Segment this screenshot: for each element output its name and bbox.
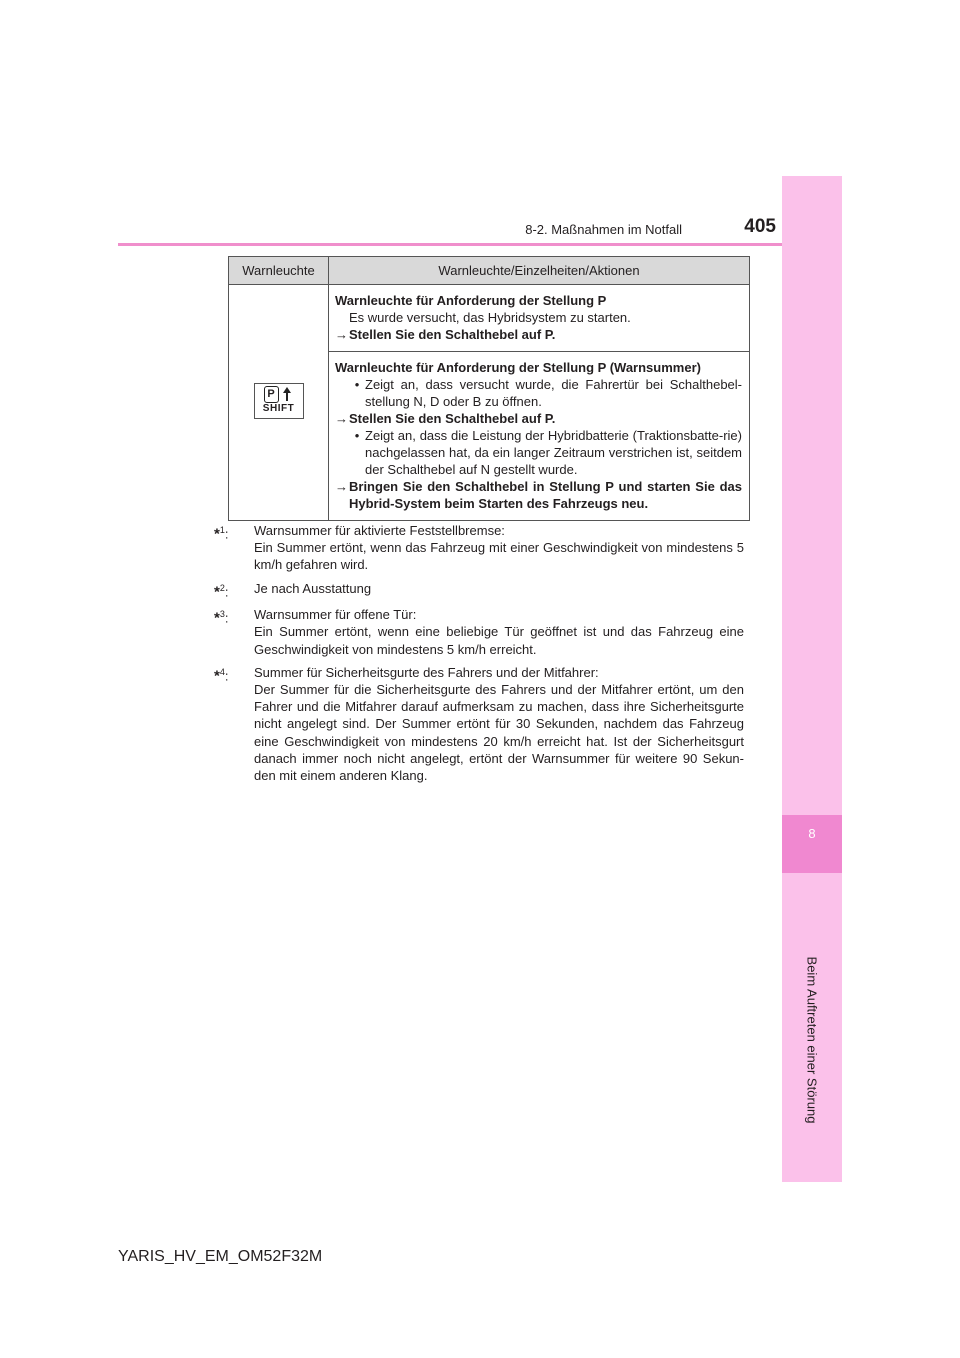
column-header-warnleuchte: Warnleuchte [229, 257, 329, 285]
footnote-title: Je nach Ausstattung [254, 580, 372, 596]
footnote-marker: *$^3$: [214, 609, 229, 627]
block2-action-line-1 [335, 410, 742, 427]
bullet-icon: • [354, 428, 360, 443]
details-cell-2 [329, 352, 750, 521]
footnote-title: Warnsummer für aktivierte Feststellbremse: [254, 523, 505, 538]
footnote-2 [214, 580, 744, 601]
footnote-title: Warnsummer für offene Tür: [254, 607, 417, 623]
footnote-text: Ein Summer ertönt, wenn eine beliebige Tür geöffnet ist und das Fahrzeug eine Geschwindigkeit von mindestens 5 km/h erreicht. [254, 624, 744, 657]
block1-action: Stellen Sie den Schalthebel auf P. [349, 327, 556, 342]
document-code: YARIS_HV_EM_OM52F32M [118, 1248, 323, 1265]
footnotes [214, 522, 744, 790]
arrow-right-icon: → [335, 479, 348, 494]
section-heading: 8-2. Maßnahmen im Notfall [525, 222, 682, 237]
chapter-number: 8 [808, 826, 816, 841]
footnote-4 [214, 664, 744, 784]
table-row [229, 285, 750, 352]
shift-p-letter: P [264, 386, 279, 403]
block2-bullet-2-text: Zeigt an, dass die Leistung der Hybridbatterie (Traktionsbatte-rie) nachgelassen hat, da ein langer Zeitraum verstrichen ist, seitdem der Schalthebel auf N gestellt wurde. [365, 428, 742, 477]
block1-action-line [335, 326, 742, 343]
footnote-title: Summer für Sicherheitsgurte des Fahrers und der Mitfahrer: [254, 664, 599, 680]
block2-action-line-2 [335, 478, 742, 512]
block1-title: Warnleuchte für Anforderung der Stellung P [335, 293, 607, 308]
arrow-stem [286, 393, 288, 401]
footnote-3 [214, 606, 744, 658]
page-number: 405 [744, 216, 776, 237]
block2-action-2: Bringen Sie den Schalthebel in Stellung P und starten Sie das Hybrid-System beim Starten des Fahrzeugs neu. [349, 479, 742, 511]
block2-action-1: Stellen Sie den Schalthebel auf P. [349, 411, 556, 426]
chapter-number-block [782, 815, 842, 873]
block2-bullet-1 [335, 376, 742, 410]
shift-word: SHIFT [262, 403, 295, 414]
block2-title: Warnleuchte für Anforderung der Stellung P (Warnsummer) [335, 360, 701, 375]
warning-light-table [228, 256, 750, 521]
footnote-marker: *$^1$: [214, 525, 229, 543]
header-rule [118, 243, 782, 246]
block2-bullet-1-text: Zeigt an, dass versucht wurde, die Fahrertür bei Schalthebel-stellung N, D oder B zu öffnen. [365, 377, 742, 409]
arrow-right-icon: → [335, 327, 348, 342]
footnote-marker: *$^4$: [214, 666, 229, 685]
chapter-title: Beim Auftreten einer Störung [804, 956, 820, 1124]
block1-line: Es wurde versucht, das Hybridsystem zu starten. [349, 310, 631, 325]
shift-p-icon [254, 383, 304, 419]
footnote-text: Ein Summer ertönt, wenn das Fahrzeug mit einer Geschwindigkeit von mindestens 5 km/h gefahren wird. [254, 540, 744, 573]
details-cell-1 [329, 285, 750, 352]
table-header-row [229, 257, 750, 285]
column-header-details: Warnleuchte/Einzelheiten/Aktionen [329, 257, 750, 285]
footnote-1 [214, 522, 744, 574]
footnote-marker: *$^2$: [214, 582, 229, 600]
bullet-icon: • [354, 377, 360, 392]
icon-cell [229, 285, 329, 521]
arrow-right-icon: → [335, 411, 348, 426]
footnote-text: Der Summer für die Sicherheitsgurte des Fahrers und der Mitfahrer ertönt, um den Fahrer und die Mitfahrer darauf aufmerksam zu machen, dass ihre Sicherheitsgurte nicht angelegt sind. Der Summer ertönt für 30 Sekunden, nachdem das Fahrzeug eine Geschwindigkeit von mindestens 20 km/h erreicht hat. Ist der Sicherheitsgurt danach immer noch nicht angelegt, ertönt der Warnsummer für weitere 90 Sekun-den mit einem anderen Klang. [254, 681, 744, 783]
block2-bullet-2 [335, 427, 742, 478]
